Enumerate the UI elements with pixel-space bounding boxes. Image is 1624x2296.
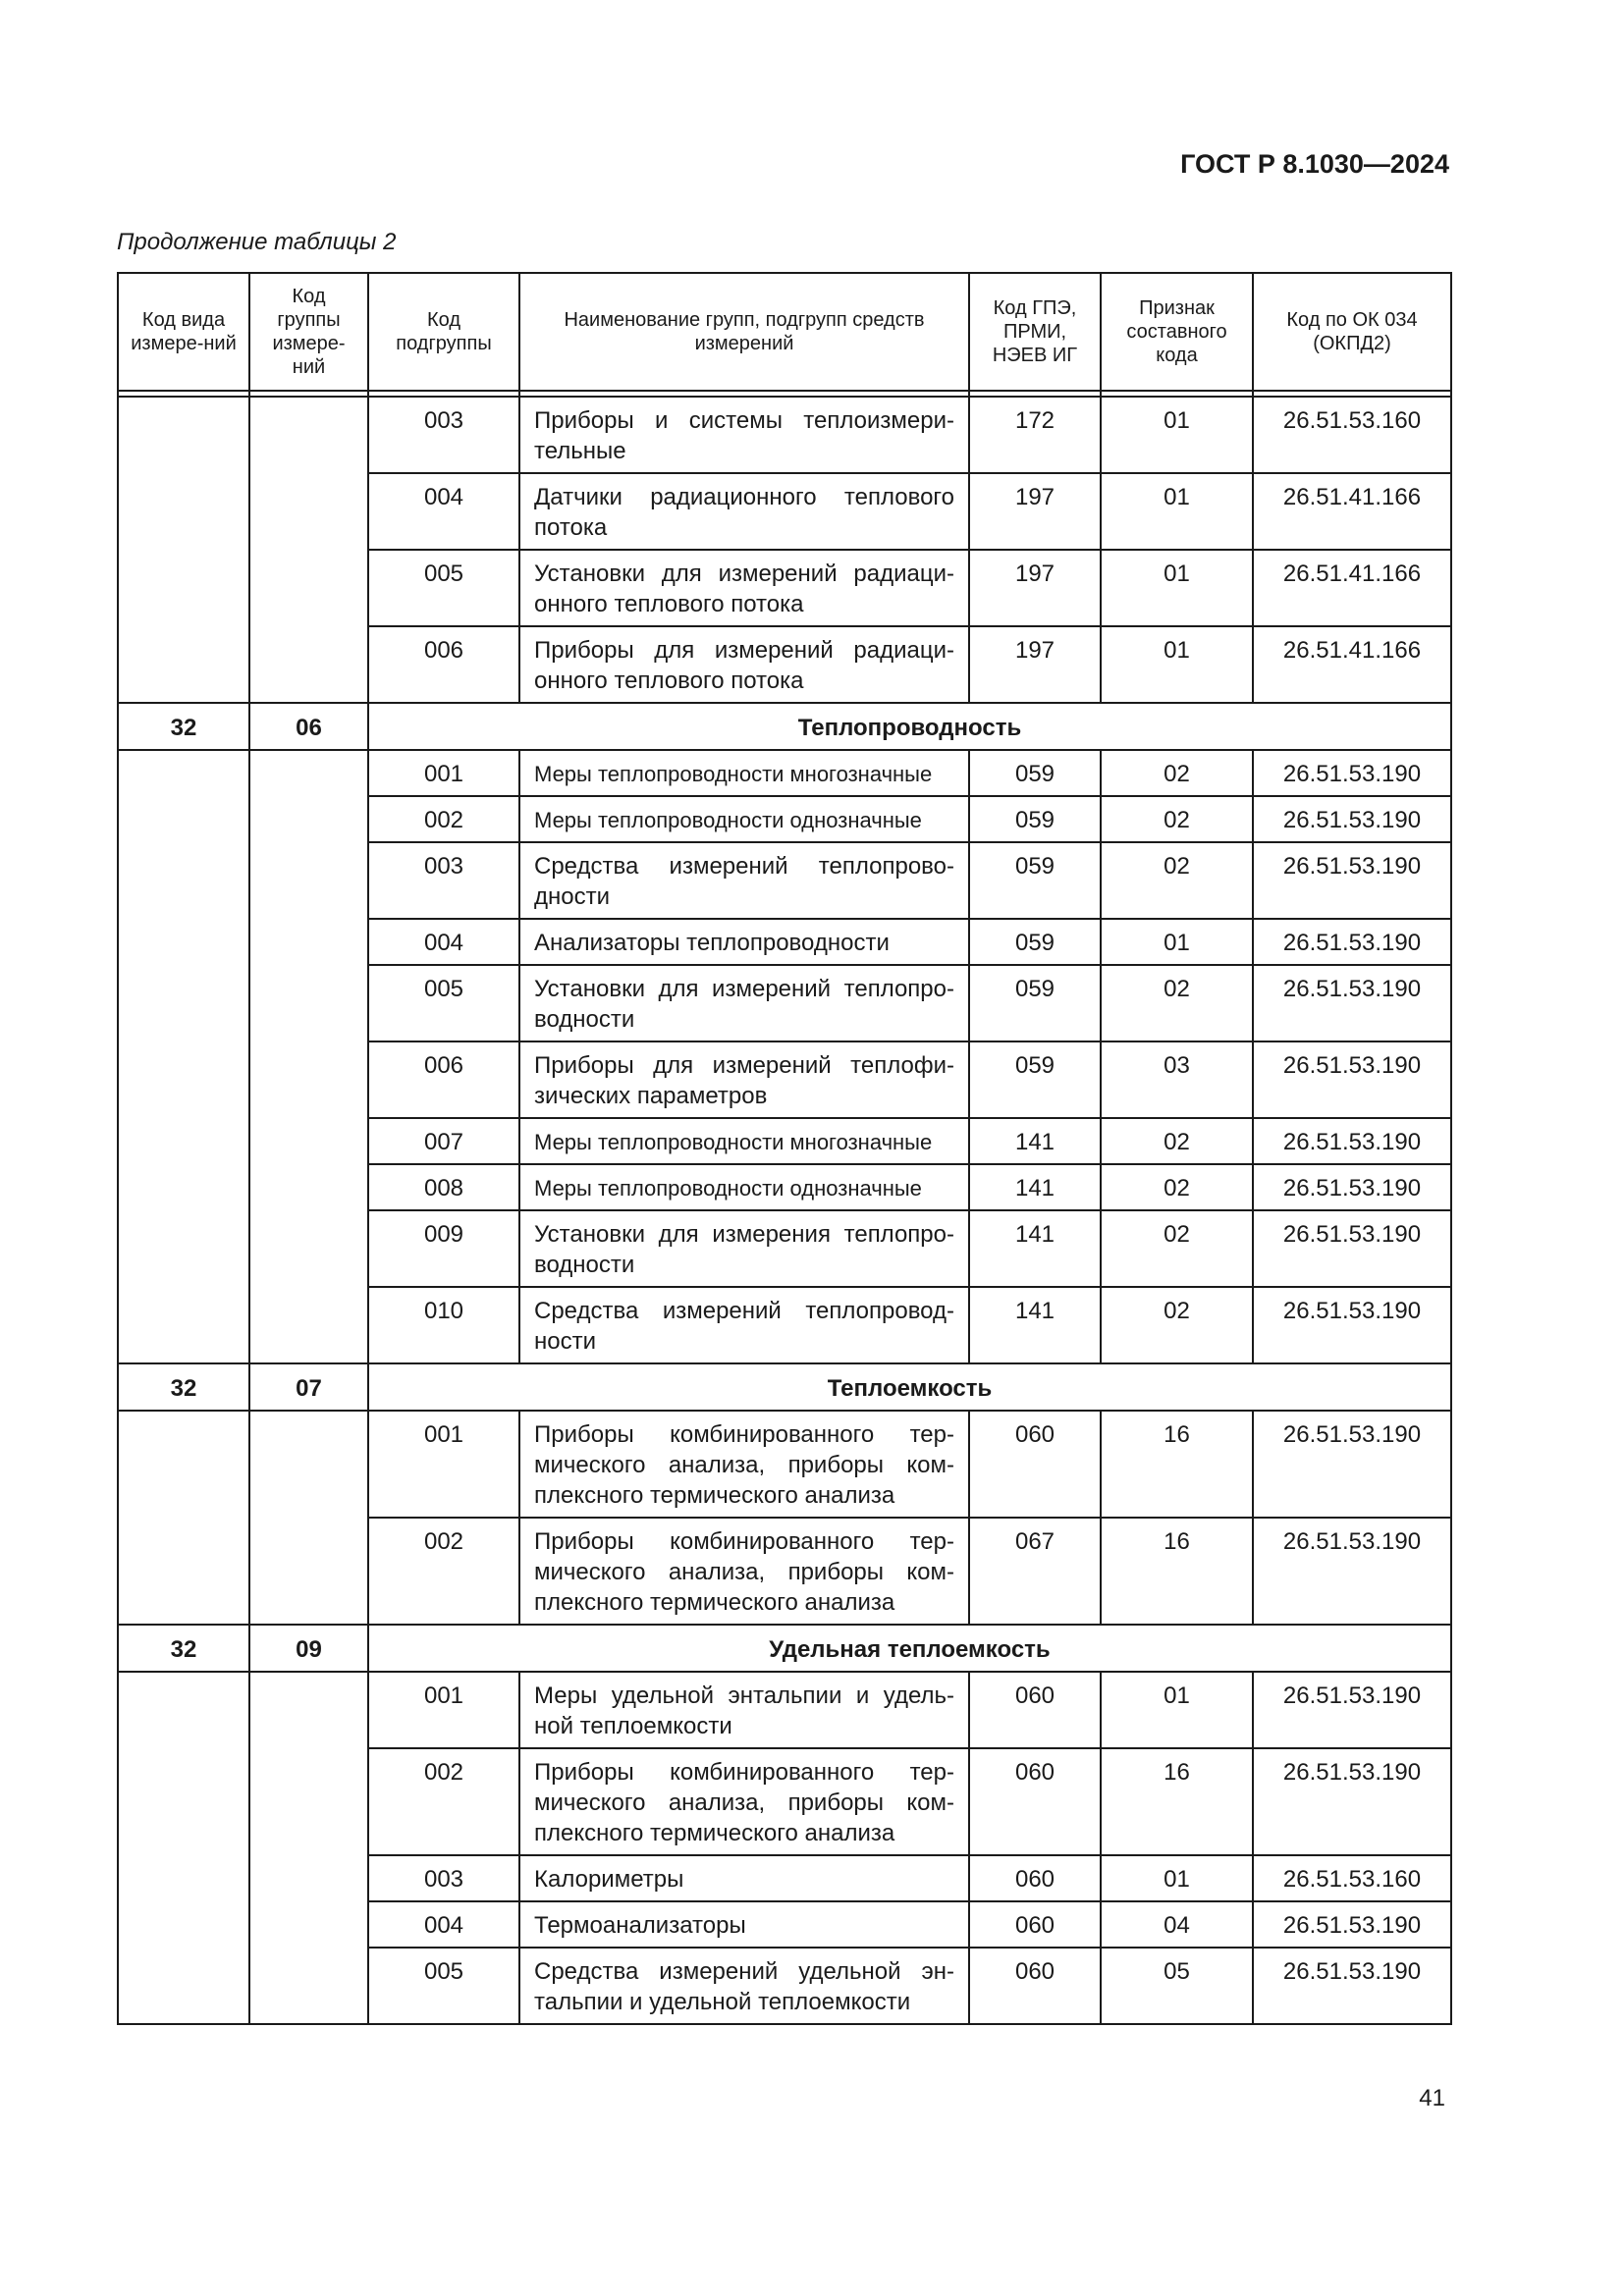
subgroup-code-cell: 002 — [368, 1748, 519, 1855]
gpe-code-cell: 060 — [969, 1411, 1101, 1518]
gpe-code-cell: 060 — [969, 1948, 1101, 2024]
name-cell: Средства измерений удельной эн-тальпии и удельной теплоемкости — [519, 1948, 969, 2024]
gpe-code-cell: 197 — [969, 626, 1101, 703]
okpd-code-cell: 26.51.53.190 — [1253, 1748, 1451, 1855]
header-composite-sign: Признак составного кода — [1101, 273, 1253, 391]
kind-code-cell-empty — [118, 1672, 249, 2024]
name-cell: Приборы комбинированного тер-мического анализа, приборы ком-плексного термического анализа — [519, 1748, 969, 1855]
composite-sign-cell: 02 — [1101, 1210, 1253, 1287]
table-row — [118, 1411, 1451, 1518]
gpe-code-cell: 197 — [969, 550, 1101, 626]
group-code-cell-empty — [249, 1672, 368, 2024]
name-cell: Приборы комбинированного тер-мического анализа, приборы ком-плексного термического анализа — [519, 1518, 969, 1625]
name-cell: Датчики радиационного теплового потока — [519, 473, 969, 550]
header-name: Наименование групп, подгрупп средств измерений — [519, 273, 969, 391]
composite-sign-cell: 01 — [1101, 919, 1253, 965]
gpe-code-cell: 141 — [969, 1287, 1101, 1363]
classification-table — [117, 272, 1452, 2025]
gpe-code-cell: 141 — [969, 1164, 1101, 1210]
gpe-code-cell: 060 — [969, 1855, 1101, 1901]
composite-sign-cell: 01 — [1101, 626, 1253, 703]
section-kind-code: 32 — [118, 1625, 249, 1672]
table-row — [118, 750, 1451, 796]
okpd-code-cell: 26.51.53.190 — [1253, 1210, 1451, 1287]
composite-sign-cell: 02 — [1101, 1164, 1253, 1210]
name-cell: Термоанализаторы — [519, 1901, 969, 1948]
gpe-code-cell: 059 — [969, 842, 1101, 919]
composite-sign-cell: 02 — [1101, 842, 1253, 919]
name-cell: Приборы и системы теплоизмери-тельные — [519, 397, 969, 473]
section-group-code: 09 — [249, 1625, 368, 1672]
subgroup-code-cell: 002 — [368, 1518, 519, 1625]
gpe-code-cell: 141 — [969, 1118, 1101, 1164]
name-cell: Средства измерений теплопрово-дности — [519, 842, 969, 919]
gpe-code-cell: 172 — [969, 397, 1101, 473]
section-row — [118, 1363, 1451, 1411]
composite-sign-cell: 04 — [1101, 1901, 1253, 1948]
group-code-cell-empty — [249, 750, 368, 1363]
section-kind-code: 32 — [118, 703, 249, 750]
subgroup-code-cell: 008 — [368, 1164, 519, 1210]
document-code-header: ГОСТ Р 8.1030—2024 — [1180, 149, 1449, 179]
gpe-code-cell: 197 — [969, 473, 1101, 550]
subgroup-code-cell: 003 — [368, 1855, 519, 1901]
kind-code-cell-empty — [118, 750, 249, 1363]
okpd-code-cell: 26.51.53.190 — [1253, 1901, 1451, 1948]
section-group-code: 07 — [249, 1363, 368, 1411]
table-body — [118, 397, 1451, 2024]
group-code-cell-empty — [249, 397, 368, 703]
subgroup-code-cell: 005 — [368, 965, 519, 1041]
okpd-code-cell: 26.51.53.160 — [1253, 1855, 1451, 1901]
composite-sign-cell: 02 — [1101, 1287, 1253, 1363]
name-cell: Калориметры — [519, 1855, 969, 1901]
subgroup-code-cell: 003 — [368, 842, 519, 919]
gpe-code-cell: 059 — [969, 750, 1101, 796]
okpd-code-cell: 26.51.53.190 — [1253, 1672, 1451, 1748]
subgroup-code-cell: 004 — [368, 919, 519, 965]
page-number: 41 — [1419, 2085, 1445, 2111]
name-cell: Меры удельной энтальпии и удель-ной теплоемкости — [519, 1672, 969, 1748]
name-cell: Приборы комбинированного тер-мического анализа, приборы ком-плексного термического анализа — [519, 1411, 969, 1518]
okpd-code-cell: 26.51.41.166 — [1253, 473, 1451, 550]
subgroup-code-cell: 006 — [368, 626, 519, 703]
composite-sign-cell: 16 — [1101, 1748, 1253, 1855]
okpd-code-cell: 26.51.53.190 — [1253, 1411, 1451, 1518]
table-caption: Продолжение таблицы 2 — [117, 229, 397, 255]
name-cell: Установки для измерений радиаци-онного теплового потока — [519, 550, 969, 626]
kind-code-cell-empty — [118, 397, 249, 703]
name-cell: Средства измерений теплопровод-ности — [519, 1287, 969, 1363]
header-okpd-code: Код по ОК 034 (ОКПД2) — [1253, 273, 1451, 391]
subgroup-code-cell: 005 — [368, 1948, 519, 2024]
name-cell: Меры теплопроводности многозначные — [519, 750, 969, 796]
table-header-row — [118, 273, 1451, 391]
gpe-code-cell: 059 — [969, 1041, 1101, 1118]
okpd-code-cell: 26.51.53.190 — [1253, 1164, 1451, 1210]
gpe-code-cell: 059 — [969, 965, 1101, 1041]
composite-sign-cell: 05 — [1101, 1948, 1253, 2024]
composite-sign-cell: 02 — [1101, 965, 1253, 1041]
okpd-code-cell: 26.51.53.190 — [1253, 796, 1451, 842]
table-row — [118, 1672, 1451, 1748]
subgroup-code-cell: 004 — [368, 1901, 519, 1948]
gpe-code-cell: 059 — [969, 919, 1101, 965]
section-row — [118, 703, 1451, 750]
subgroup-code-cell: 004 — [368, 473, 519, 550]
subgroup-code-cell: 005 — [368, 550, 519, 626]
name-cell: Установки для измерения теплопро-водности — [519, 1210, 969, 1287]
gpe-code-cell: 060 — [969, 1672, 1101, 1748]
subgroup-code-cell: 003 — [368, 397, 519, 473]
subgroup-code-cell: 001 — [368, 1411, 519, 1518]
group-code-cell-empty — [249, 1411, 368, 1625]
name-cell: Меры теплопроводности однозначные — [519, 1164, 969, 1210]
okpd-code-cell: 26.51.53.190 — [1253, 1518, 1451, 1625]
section-title: Теплоемкость — [368, 1363, 1451, 1411]
composite-sign-cell: 01 — [1101, 397, 1253, 473]
section-kind-code: 32 — [118, 1363, 249, 1411]
header-kind-code: Код вида измере-ний — [118, 273, 249, 391]
kind-code-cell-empty — [118, 1411, 249, 1625]
gpe-code-cell: 067 — [969, 1518, 1101, 1625]
okpd-code-cell: 26.51.41.166 — [1253, 626, 1451, 703]
subgroup-code-cell: 010 — [368, 1287, 519, 1363]
gpe-code-cell: 060 — [969, 1901, 1101, 1948]
header-group-code: Код группы измере-ний — [249, 273, 368, 391]
section-title: Теплопроводность — [368, 703, 1451, 750]
composite-sign-cell: 01 — [1101, 473, 1253, 550]
subgroup-code-cell: 001 — [368, 750, 519, 796]
name-cell: Приборы для измерений радиаци-онного теплового потока — [519, 626, 969, 703]
composite-sign-cell: 02 — [1101, 796, 1253, 842]
okpd-code-cell: 26.51.53.190 — [1253, 1287, 1451, 1363]
composite-sign-cell: 01 — [1101, 550, 1253, 626]
subgroup-code-cell: 007 — [368, 1118, 519, 1164]
composite-sign-cell: 03 — [1101, 1041, 1253, 1118]
okpd-code-cell: 26.51.53.160 — [1253, 397, 1451, 473]
composite-sign-cell: 01 — [1101, 1855, 1253, 1901]
name-cell: Меры теплопроводности однозначные — [519, 796, 969, 842]
table-row — [118, 397, 1451, 473]
gpe-code-cell: 059 — [969, 796, 1101, 842]
subgroup-code-cell: 001 — [368, 1672, 519, 1748]
composite-sign-cell: 16 — [1101, 1411, 1253, 1518]
okpd-code-cell: 26.51.53.190 — [1253, 1041, 1451, 1118]
section-title: Удельная теплоемкость — [368, 1625, 1451, 1672]
okpd-code-cell: 26.51.53.190 — [1253, 842, 1451, 919]
okpd-code-cell: 26.51.53.190 — [1253, 1948, 1451, 2024]
okpd-code-cell: 26.51.53.190 — [1253, 750, 1451, 796]
name-cell: Приборы для измерений теплофи-зических параметров — [519, 1041, 969, 1118]
name-cell: Меры теплопроводности многозначные — [519, 1118, 969, 1164]
section-group-code: 06 — [249, 703, 368, 750]
okpd-code-cell: 26.51.53.190 — [1253, 919, 1451, 965]
composite-sign-cell: 01 — [1101, 1672, 1253, 1748]
subgroup-code-cell: 002 — [368, 796, 519, 842]
subgroup-code-cell: 009 — [368, 1210, 519, 1287]
gpe-code-cell: 060 — [969, 1748, 1101, 1855]
okpd-code-cell: 26.51.53.190 — [1253, 1118, 1451, 1164]
name-cell: Анализаторы теплопроводности — [519, 919, 969, 965]
section-row — [118, 1625, 1451, 1672]
header-gpe-code: Код ГПЭ, ПРМИ, НЭЕВ ИГ — [969, 273, 1101, 391]
name-cell: Установки для измерений теплопро-водности — [519, 965, 969, 1041]
composite-sign-cell: 02 — [1101, 1118, 1253, 1164]
okpd-code-cell: 26.51.53.190 — [1253, 965, 1451, 1041]
gpe-code-cell: 141 — [969, 1210, 1101, 1287]
subgroup-code-cell: 006 — [368, 1041, 519, 1118]
composite-sign-cell: 16 — [1101, 1518, 1253, 1625]
header-subgroup-code: Код подгруппы — [368, 273, 519, 391]
okpd-code-cell: 26.51.41.166 — [1253, 550, 1451, 626]
composite-sign-cell: 02 — [1101, 750, 1253, 796]
